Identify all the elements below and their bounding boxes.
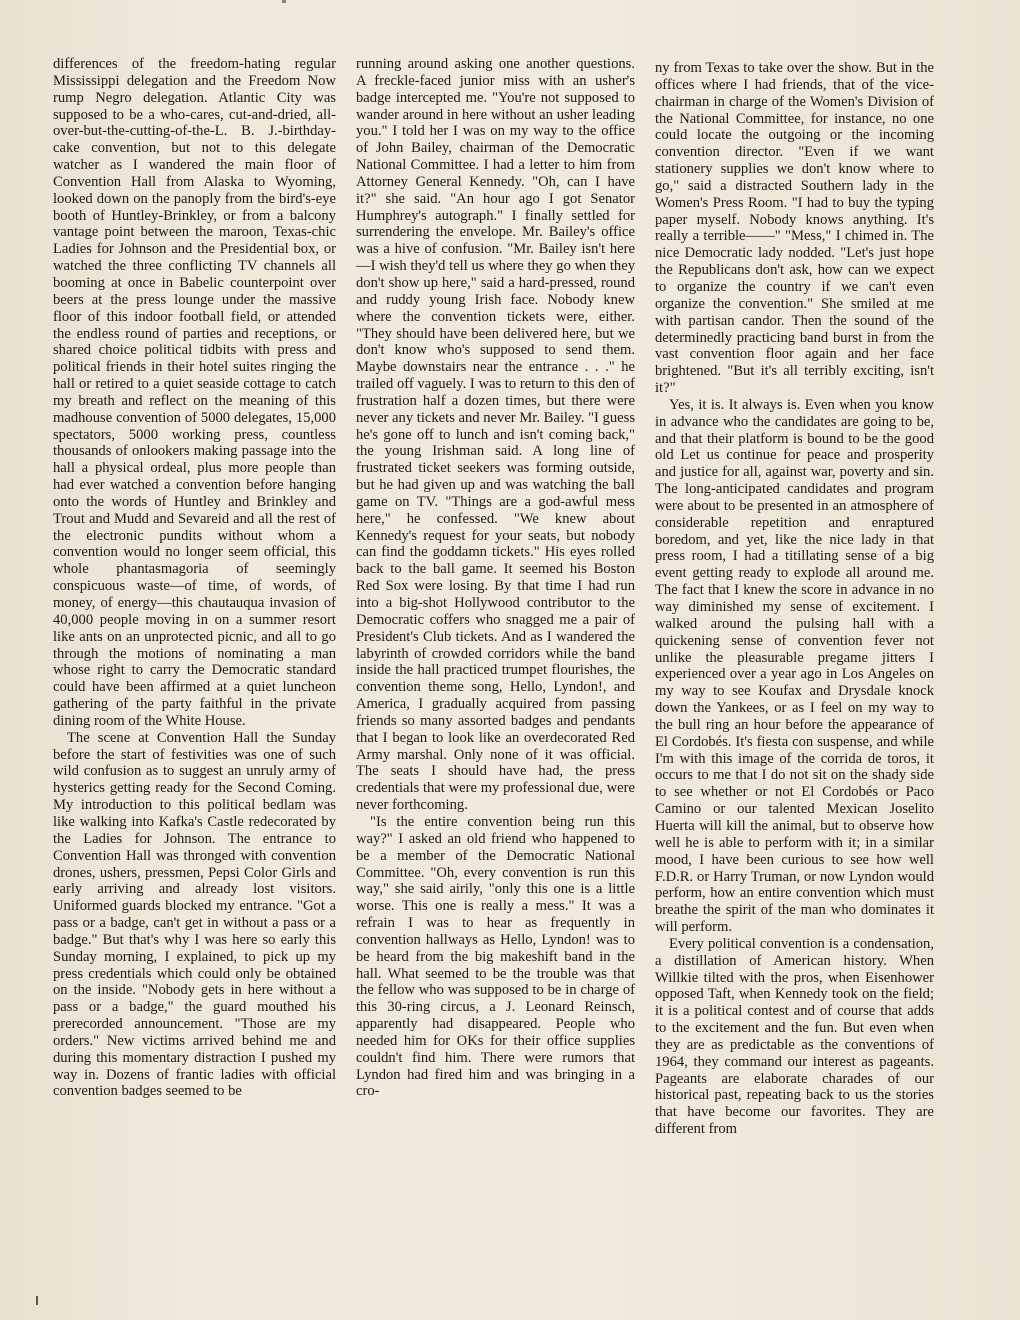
- article-paragraph: Every political convention is a condensation, a distillation of American history. When Willkie tilted with the pros, when Eisenhower opposed Taft, when Kennedy took on the field; it is a political contest and of course that adds to the excitement and the fun. But even when they are as predictable as the conventions of 1964, they command our interest as pageants. Pageants are elaborate charades of our historical past, repeating back to us the stories that have become our favorites. They are different from: [655, 935, 934, 1138]
- article-paragraph: running around asking one another questions. A freckle-faced junior miss with an usher's badge intercepted me. "You're not supposed to wander around in here without an usher leading you." I told her I was on my way to the office of John Bailey, chairman of the Democratic National Committee. I had a letter to him from Attorney General Kennedy. "Oh, can I have it?" she said. "An hour ago I got Senator Humphrey's autograph." I finally settled for surrendering the envelope. Mr. Bailey's office was a hive of confusion. "Mr. Bailey isn't here—I wish they'd tell us where they go when they don't show up here," said a hard-pressed, round and ruddy young Irish face. Nobody knew where the convention tickets were, either. "They should have been delivered here, but we don't know who's supposed to send them. Maybe downstairs near the entrance . . ." he trailed off vaguely. I was to return to this den of frustration half a dozen times, but there were never any tickets and never Mr. Bailey. "I guess he's gone off to lunch and isn't coming back," the young Irishman said. A long line of frustrated ticket seekers was forming outside, but he had given up and was watching the ball game on TV. "Things are a god-awful mess here," he confessed. "We knew about Kennedy's request for your seats, but nobody can find the goddamn tickets." His eyes rolled back to the ball game. It seemed his Boston Red Sox were losing. By that time I had run into a big-shot Hollywood contributor to the Democratic coffers who snagged me a pair of President's Club tickets. And as I wandered the labyrinth of crowded corridors while the band inside the hall practiced trumpet flourishes, the convention theme song, Hello, Lyndon!, and America, I gradually acquired from passing friends so many assorted badges and pendants that I began to look like an overdecorated Red Army marshal. Only none of it was official. The seats I should have had, the press credentials that were my professional due, were never forthcoming.: [356, 56, 635, 814]
- article-column-1: [53, 56, 336, 1100]
- article-paragraph: "Is the entire convention being run this way?" I asked an old friend who happened to be a member of the Democratic National Committee. "Oh, every convention is run this way," she said airily, "only this one is a little worse. This one is really a mess." It was a refrain I was to hear as frequently in convention hallways as Hello, Lyndon! was to be heard from the big makeshift band in the hall. What seemed to be the trouble was that the fellow who was supposed to be in charge of this 30-ring circus, a J. Leonard Reinsch, apparently had disappeared. People who needed him for OKs for their office supplies couldn't find him. There were rumors that Lyndon had fired him and was bringing in a cro-: [356, 813, 635, 1100]
- margin-mark: [36, 1296, 38, 1305]
- article-paragraph: differences of the freedom-hating regular Mississippi delegation and the Freedom Now rump Negro delegation. Atlantic City was supposed to be a who-cares, cut-and-dried, all-over-but-the-cutting-of-the-L. B. J.-birthday-cake convention, but not to this delegate watcher as I wandered the main floor of Convention Hall from Alaska to Wyoming, looked down on the panoply from the bird's-eye booth of Huntley-Brinkley, or from a balcony vantage point between the maroon, Texas-chic Ladies for Johnson and the Presidential box, or watched the three conflicting TV channels all booming at once in Babelic counterpoint over beers at the press lounge under the massive floor of this indoor football field, or attended the endless round of parties and receptions, or shared choice political tidbits with press and political friends in their hotel suites ringing the hall or retired to a quiet seaside cottage to catch my breath and reflect on the meaning of this madhouse convention of 5000 delegates, 15,000 spectators, 5000 working press, countless thousands of onlookers making passage into the hall a physical ordeal, plus more people than had ever watched a convention before hanging onto the words of Huntley and Brinkley and Trout and Mudd and Sevareid and all the rest of the electronic pundits without whom a convention would no longer seem official, this whole phantasmagoria of seemingly conspicuous waste—of time, of words, of money, of energy—this chautauqua invasion of 40,000 people moving in on a summer resort like ants on an unprotected picnic, and all to go through the motions of nominating a man whose right to carry the Democratic standard could have been affirmed at a quiet luncheon gathering of the party faithful in the private dining room of the White House.: [53, 56, 336, 729]
- article-paragraph: Yes, it is. It always is. Even when you know in advance who the candidates are going to be, and that their platform is bound to be the good old Let us continue for peace and prosperity and justice for all, against war, poverty and sin. The long-anticipated candidates and program were about to be presented in an atmosphere of considerable repetition and enraptured boredom, and yet, like the nice lady in that press room, I had a titillating sense of a big event getting ready to explode all around me. The fact that I knew the score in advance in no way diminished my sense of excitement. I walked around the pulsing hall with a quickening sense of convention fever not unlike the pleasurable pregame jitters I experienced over a year ago in Los Angeles on my way to see Koufax and Drysdale knock down the Yankees, or as I feel on my way to the bull ring an hour before the appearance of El Cordobés. It's fiesta con suspense, and while I'm with this image of the corrida de toros, it occurs to me that I do not sit on the shady side to see whether or not El Cordobés or Paco Camino or our talented Mexican Joselito Huerta will kill the animal, but to observe how well he is able to perform with it; in a similar mood, I have been curious to see how well F.D.R. or Harry Truman, or now Lyndon would perform, how an entire convention which must breathe the spirit of the man who dominates it will perform.: [655, 396, 934, 936]
- article-paragraph: The scene at Convention Hall the Sunday before the start of festivities was one of such wild confusion as to suggest an unruly army of hysterics getting ready for the Second Coming. My introduction to this political bedlam was like walking into Kafka's Castle redecorated by the Ladies for Johnson. The entrance to Convention Hall was thronged with convention drones, ushers, pressmen, Pepsi Color Girls and early arriving and already lost visitors. Uniformed guards blocked my entrance. "Got a pass or a badge, can't get in without a pass or a badge." But that's why I was here so early this Sunday morning, I explained, to pick up my press credentials which could only be obtained on the inside. "Nobody gets in here without a pass or a badge," the guard mouthed his prerecorded announcement. "Those are my orders." New victims arrived behind me and during this momentary distraction I pushed my way in. Dozens of frantic ladies with official convention badges seemed to be: [53, 729, 336, 1100]
- article-column-3: [655, 60, 934, 1138]
- article-column-2: [356, 56, 635, 1100]
- article-paragraph: ny from Texas to take over the show. But in the offices where I had friends, that of the vice-chairman in charge of the Women's Division of the National Committee, for instance, no one could locate the outgoing or the incoming convention director. "Even if we want stationery supplies we don't know where to go," said a distracted Southern lady in the Women's Press Room. "I had to buy the typing paper myself. Nobody knows anything. It's really a terrible——" "Mess," I chimed in. The nice Democratic lady nodded. "Let's just hope the Republicans don't ask, how can we expect to organize the country if we can't even organize the convention." She smiled at me with partisan candor. Then the sound of the determinedly practicing band burst in from the vast convention floor again and her face brightened. "But it's all terribly exciting, isn't it?": [655, 60, 934, 397]
- top-edge-mark: [282, 0, 286, 3]
